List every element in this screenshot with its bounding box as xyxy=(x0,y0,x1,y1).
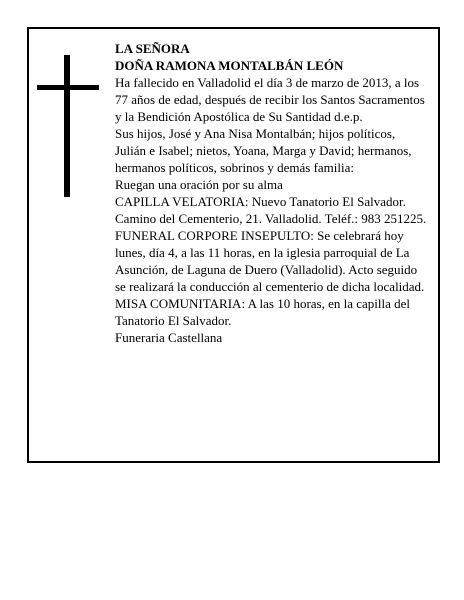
deceased-name: DOÑA RAMONA MONTALBÁN LEÓN xyxy=(115,58,344,73)
cross-vertical-bar xyxy=(64,55,70,197)
family-list: Sus hijos, José y Ana Nisa Montalbán; hijos políticos, Julián e Isabel; nietos, Yoana, Marga y David; hermanos, hermanos políticos, sobrinos y demás familia: xyxy=(115,126,412,175)
notice-heading: LA SEÑORA xyxy=(115,41,190,56)
funeral-info: FUNERAL CORPORE INSEPULTO: Se celebrará hoy lunes, día 4, a las 11 horas, en la iglesia parroquial de La Asunción, de Laguna de Duero (Valladolid). Acto seguido se realizará la conducción al cementerio de dicha localidad. xyxy=(115,228,425,294)
cross-horizontal-bar xyxy=(37,85,99,90)
prayer-request: Ruegan una oración por su alma xyxy=(115,177,283,192)
notice-text xyxy=(115,40,427,346)
latin-cross-icon xyxy=(37,55,99,197)
mass-info: MISA COMUNITARIA: A las 10 horas, en la capilla del Tanatorio El Salvador. xyxy=(115,296,411,328)
death-announcement: Ha fallecido en Valladolid el día 3 de marzo de 2013, a los 77 años de edad, después de recibir los Santos Sacramentos y la Bendición Apostólica de Su Santidad d.e.p. xyxy=(115,75,425,124)
wake-chapel-info: CAPILLA VELATORIA: Nuevo Tanatorio El Salvador. Camino del Cementerio, 21. Valladolid. Teléf.: 983 251225. xyxy=(115,194,427,226)
funeral-home: Funeraria Castellana xyxy=(115,330,223,345)
